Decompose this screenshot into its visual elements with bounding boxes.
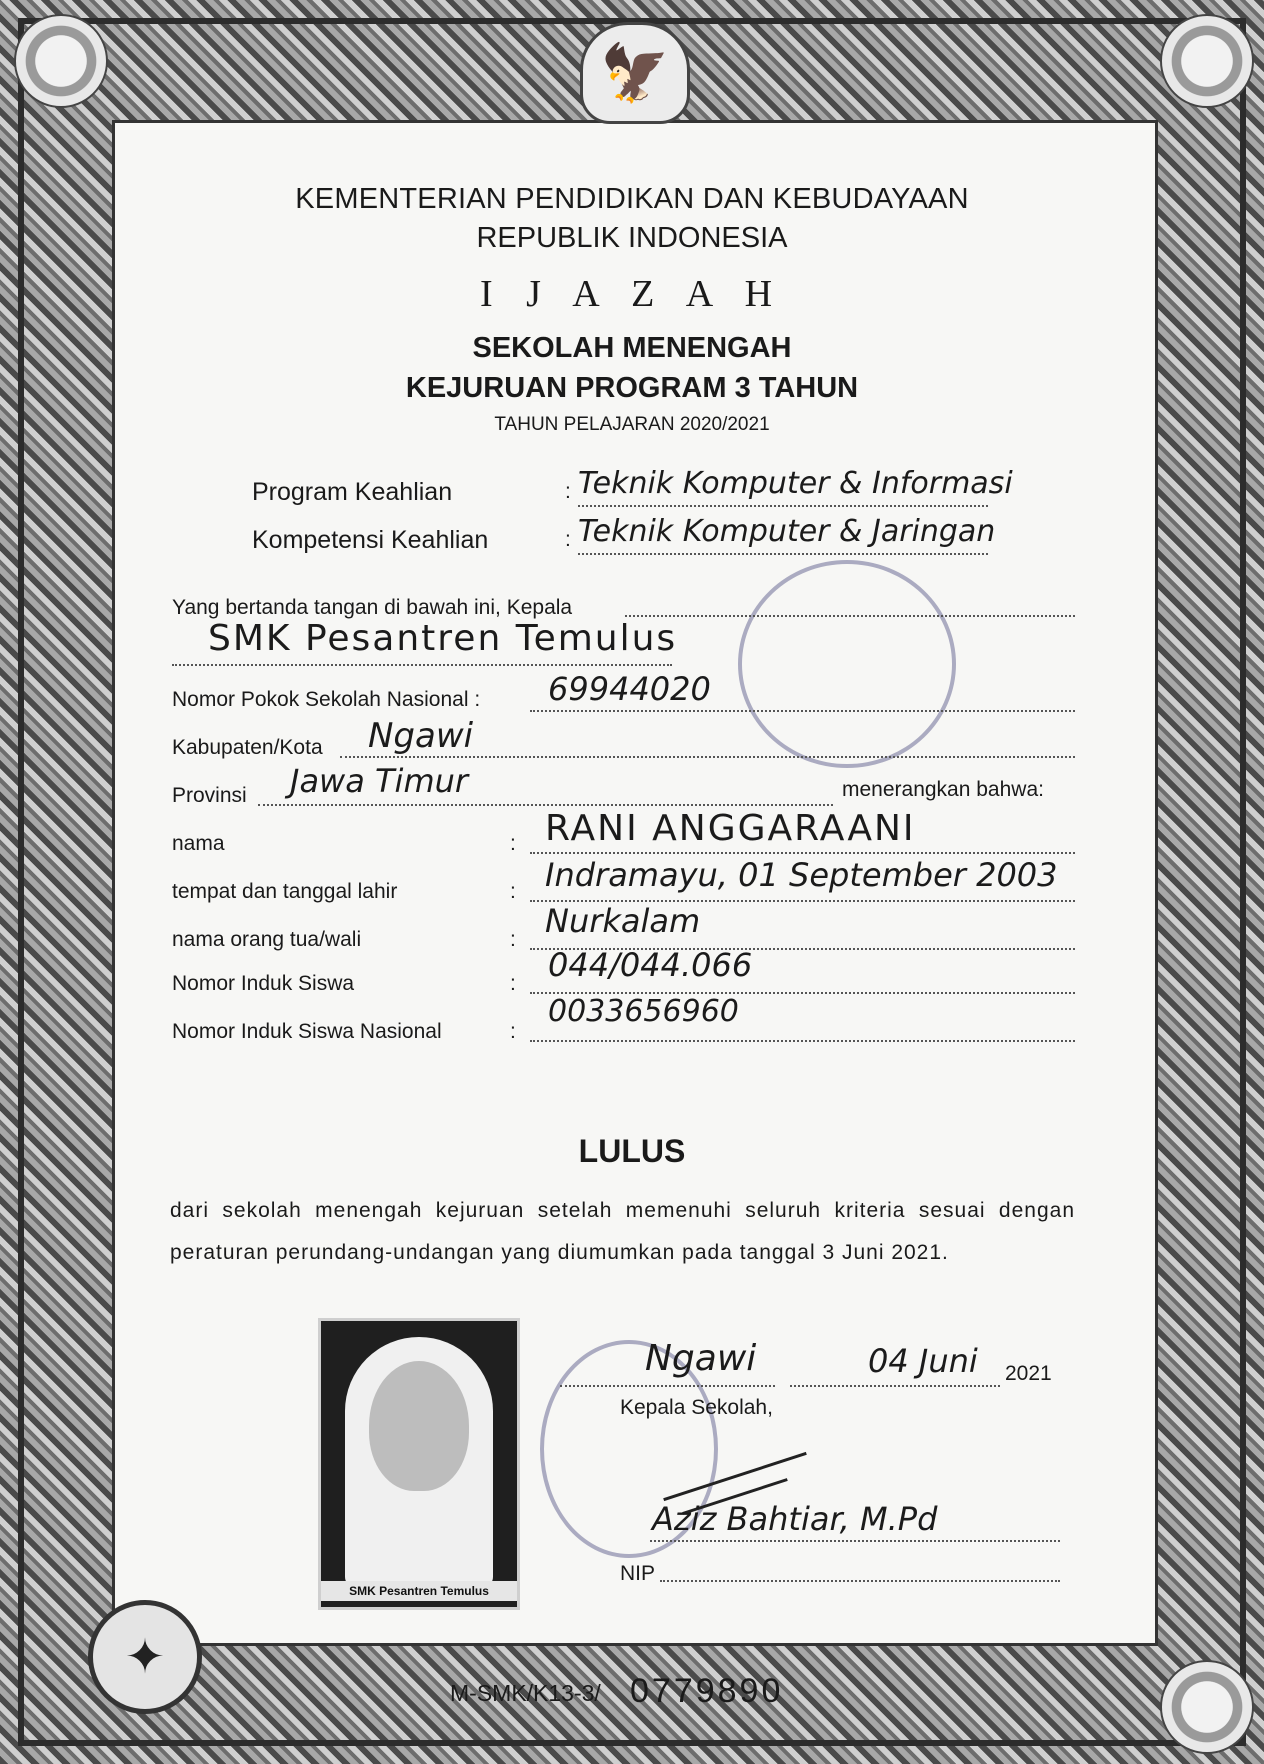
document-title: I J A Z A H <box>479 273 785 315</box>
dotted-line <box>560 1385 775 1387</box>
garuda-emblem-icon: 🦅 <box>580 22 690 124</box>
photo-caption: SMK Pesantren Temulus <box>321 1581 517 1601</box>
colon: : <box>510 1020 516 1043</box>
states-text: menerangkan bahwa: <box>842 778 1044 801</box>
dotted-line <box>340 756 1075 758</box>
nip-label: NIP <box>620 1562 656 1585</box>
dotted-line <box>625 615 1075 617</box>
npsn-value: 69944020 <box>548 670 711 708</box>
npsn-label: Nomor Pokok Sekolah Nasional : <box>172 688 481 711</box>
dotted-line <box>530 852 1075 854</box>
intro-text: Yang bertanda tangan di bawah ini, Kepala <box>172 596 573 619</box>
dotted-line <box>530 710 1075 712</box>
dotted-line <box>790 1385 1000 1387</box>
colon: : <box>510 880 516 903</box>
nis-value: 044/044.066 <box>548 946 753 984</box>
colon: : <box>565 528 571 551</box>
city-label: Kabupaten/Kota <box>172 736 323 759</box>
kemdikbud-logo-icon: ✦ <box>88 1600 202 1714</box>
graduation-statement: dari sekolah menengah kejuruan setelah memenuhi seluruh kriteria sesuai dengan peraturan perundang-undangan yang diumumkan pada tanggal 3 Juni 2021. <box>170 1199 1075 1264</box>
academic-year: TAHUN PELAJARAN 2020/2021 <box>494 414 770 435</box>
birth-label: tempat dan tanggal lahir <box>172 880 398 903</box>
parent-label: nama orang tua/wali <box>172 928 362 951</box>
colon: : <box>510 928 516 951</box>
birth-value: Indramayu, 01 September 2003 <box>545 856 1058 894</box>
corner-ornament <box>1160 14 1254 108</box>
colon: : <box>510 972 516 995</box>
program-value: Teknik Komputer & Informasi <box>578 466 1013 501</box>
city-value: Ngawi <box>368 716 474 756</box>
province-label: Provinsi <box>172 784 247 807</box>
signature-place: Ngawi <box>645 1338 757 1379</box>
signature-year: 2021 <box>1005 1362 1052 1385</box>
dotted-line <box>660 1580 1060 1582</box>
competence-label: Kompetensi Keahlian <box>252 526 489 554</box>
nisn-value: 0033656960 <box>548 994 739 1029</box>
student-name-label: nama <box>172 832 225 855</box>
nisn-label: Nomor Induk Siswa Nasional <box>172 1020 442 1043</box>
student-photo <box>318 1318 520 1610</box>
colon: : <box>565 480 571 503</box>
school-type-line1: SEKOLAH MENENGAH <box>472 332 792 364</box>
program-label: Program Keahlian <box>252 478 453 506</box>
republic-heading: REPUBLIK INDONESIA <box>476 222 788 254</box>
dotted-line <box>578 553 988 555</box>
dotted-line <box>578 505 988 507</box>
graduation-status: LULUS <box>578 1133 686 1169</box>
student-name-value: RANI ANGGARAANI <box>545 808 916 849</box>
dotted-line <box>530 1040 1075 1042</box>
principal-name: Aziz Bahtiar, M.Pd <box>652 1500 938 1538</box>
signature-role: Kepala Sekolah, <box>620 1396 773 1419</box>
photo-face <box>369 1361 469 1491</box>
ministry-heading: KEMENTERIAN PENDIDIKAN DAN KEBUDAYAAN <box>295 183 969 215</box>
school-type-line2: KEJURUAN PROGRAM 3 TAHUN <box>405 372 859 404</box>
nis-label: Nomor Induk Siswa <box>172 972 355 995</box>
colon: : <box>510 832 516 855</box>
corner-ornament <box>14 14 108 108</box>
dotted-line <box>650 1540 1060 1542</box>
signature-date: 04 Juni <box>868 1342 978 1380</box>
school-stamp <box>738 560 956 768</box>
serial-number: 0779890 <box>630 1672 784 1710</box>
serial-prefix: M-SMK/K13-3/ <box>450 1680 601 1706</box>
dotted-line <box>258 804 833 806</box>
parent-value: Nurkalam <box>545 902 701 940</box>
province-value: Jawa Timur <box>290 762 469 800</box>
school-name-value: SMK Pesantren Temulus <box>208 618 678 659</box>
competence-value: Teknik Komputer & Jaringan <box>578 514 996 549</box>
corner-ornament <box>1160 1660 1254 1754</box>
dotted-line <box>172 664 672 666</box>
